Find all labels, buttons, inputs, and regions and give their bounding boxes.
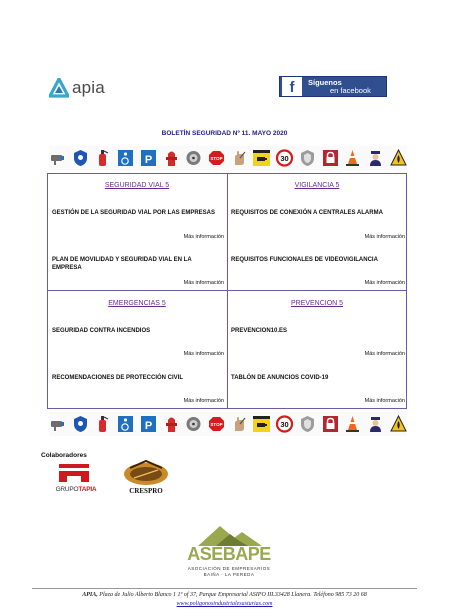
footer-address-text: Plaza de Julio Alberto Blanco 1 1º of 37, Parque Empresarial ASIPO III.33428 Llanera. Teléfono 985 73 20 68 [97,592,367,598]
asebape-line1: ASOCIACIÓN DE EMPRESARIOS [187,566,271,571]
tapia-prefix: GRUPO [55,486,79,493]
fire-extinguisher-icon [94,148,111,168]
grid-divider-horizontal [48,290,406,291]
fire-warning-icon [390,148,407,168]
facebook-line1: Síguenos [308,77,342,87]
section-title-prevencion[interactable]: PREVENCION 5 [290,300,344,307]
crespro-logo[interactable] [120,458,172,496]
speed-limit-value: 30 [280,154,289,163]
footer-org: APIA, [82,592,98,598]
speed-limit-icon [276,414,293,434]
grupo-tapia-logo[interactable] [48,461,102,495]
video-surveillance-sign-icon [253,148,270,168]
fire-warning-icon [390,414,407,434]
stop-sign-icon [208,414,225,434]
icon-strip-top [49,146,407,170]
item-title: GESTIÓN DE LA SEGURIDAD VIAL POR LAS EMPRESAS [52,210,216,216]
apia-logo [49,76,119,100]
item-title: TABLÓN DE ANUNCIOS COVID-19 [231,375,329,381]
padlock-icon [322,148,339,168]
more-info-link[interactable]: Más información [364,398,405,404]
speed-limit-icon [276,148,293,168]
content-grid [47,173,407,409]
section-title-emergencias[interactable]: EMERGENCIAS 5 [108,300,166,307]
facebook-icon: f [282,77,302,96]
bulletin-title: BOLETÍN SEGURIDAD Nº 11. MAYO 2020 [161,130,288,137]
footer-address [0,592,449,598]
footer-divider [32,588,417,589]
footer-website-link[interactable]: www.poligonosindustrialesasturias.com [176,601,273,607]
tapia-name: TAPIA [78,486,97,493]
asebape-name: ASEBAPE [187,544,271,564]
asebape-line2: BAIÑA · LA PEREDA [203,572,255,577]
police-shield-icon [72,414,89,434]
svg-text:STOP: STOP [210,422,223,427]
guard-icon [367,414,384,434]
accessibility-icon [117,414,134,434]
safe-dial-icon [185,148,202,168]
speed-limit-value: 30 [280,420,289,429]
parking-icon [140,414,157,434]
asebape-mountains-icon [168,524,290,546]
item-title: PREVENCION10.ES [231,328,288,334]
traffic-cone-icon [344,148,361,168]
shield-icon [299,148,316,168]
crespro-badge-icon [120,458,172,488]
padlock-icon [322,414,339,434]
more-info-link[interactable]: Más información [183,280,224,286]
more-info-link[interactable]: Más información [364,351,405,357]
stop-sign-icon [208,148,225,168]
shield-icon [299,414,316,434]
asebape-logo [168,524,290,582]
apia-triangle-icon [49,78,69,98]
more-info-link[interactable]: Más información [183,398,224,404]
more-info-link[interactable]: Más información [364,234,405,240]
item-title: REQUISITOS FUNCIONALES DE VIDEOVIGILANCIA [231,257,378,263]
svg-text:P: P [144,154,153,166]
grid-divider-vertical [227,174,228,408]
fire-extinguisher-icon [94,414,111,434]
safe-dial-icon [185,414,202,434]
more-info-link[interactable]: Más información [183,351,224,357]
more-info-link[interactable]: Más información [364,280,405,286]
item-title: REQUISITOS DE CONEXIÓN A CENTRALES ALARMA [231,210,383,216]
cctv-camera-icon [49,414,66,434]
hand-icon [231,414,248,434]
hand-icon [231,148,248,168]
fire-hydrant-icon [163,414,180,434]
item-title: RECOMENDACIONES DE PROTECCIÓN CIVIL [52,375,184,381]
icon-strip-bottom [49,412,407,436]
section-title-seguridad-vial[interactable]: SEGURIDAD VIAL 5 [104,182,170,189]
crespro-name: CRESPRO [129,487,163,495]
item-title: PLAN DE MOVILIDAD Y SEGURIDAD VIAL EN LA EMPRESA [52,257,192,271]
facebook-follow-button[interactable] [279,76,387,97]
svg-text:STOP: STOP [210,156,223,161]
cctv-camera-icon [49,148,66,168]
section-title-vigilancia[interactable]: VIGILANCIA 5 [294,182,340,189]
video-surveillance-sign-icon [253,414,270,434]
guard-icon [367,148,384,168]
facebook-line2: en facebook [330,85,371,95]
parking-icon [140,148,157,168]
fire-hydrant-icon [163,148,180,168]
svg-text:P: P [144,420,153,432]
collaborators-label: Colaboradores [41,452,87,459]
police-shield-icon [72,148,89,168]
more-info-link[interactable]: Más información [183,234,224,240]
item-title: SEGURIDAD CONTRA INCENDIOS [52,328,151,334]
accessibility-icon [117,148,134,168]
apia-brand-text: apia [72,78,105,97]
tapia-mark-icon [57,463,91,483]
traffic-cone-icon [344,414,361,434]
